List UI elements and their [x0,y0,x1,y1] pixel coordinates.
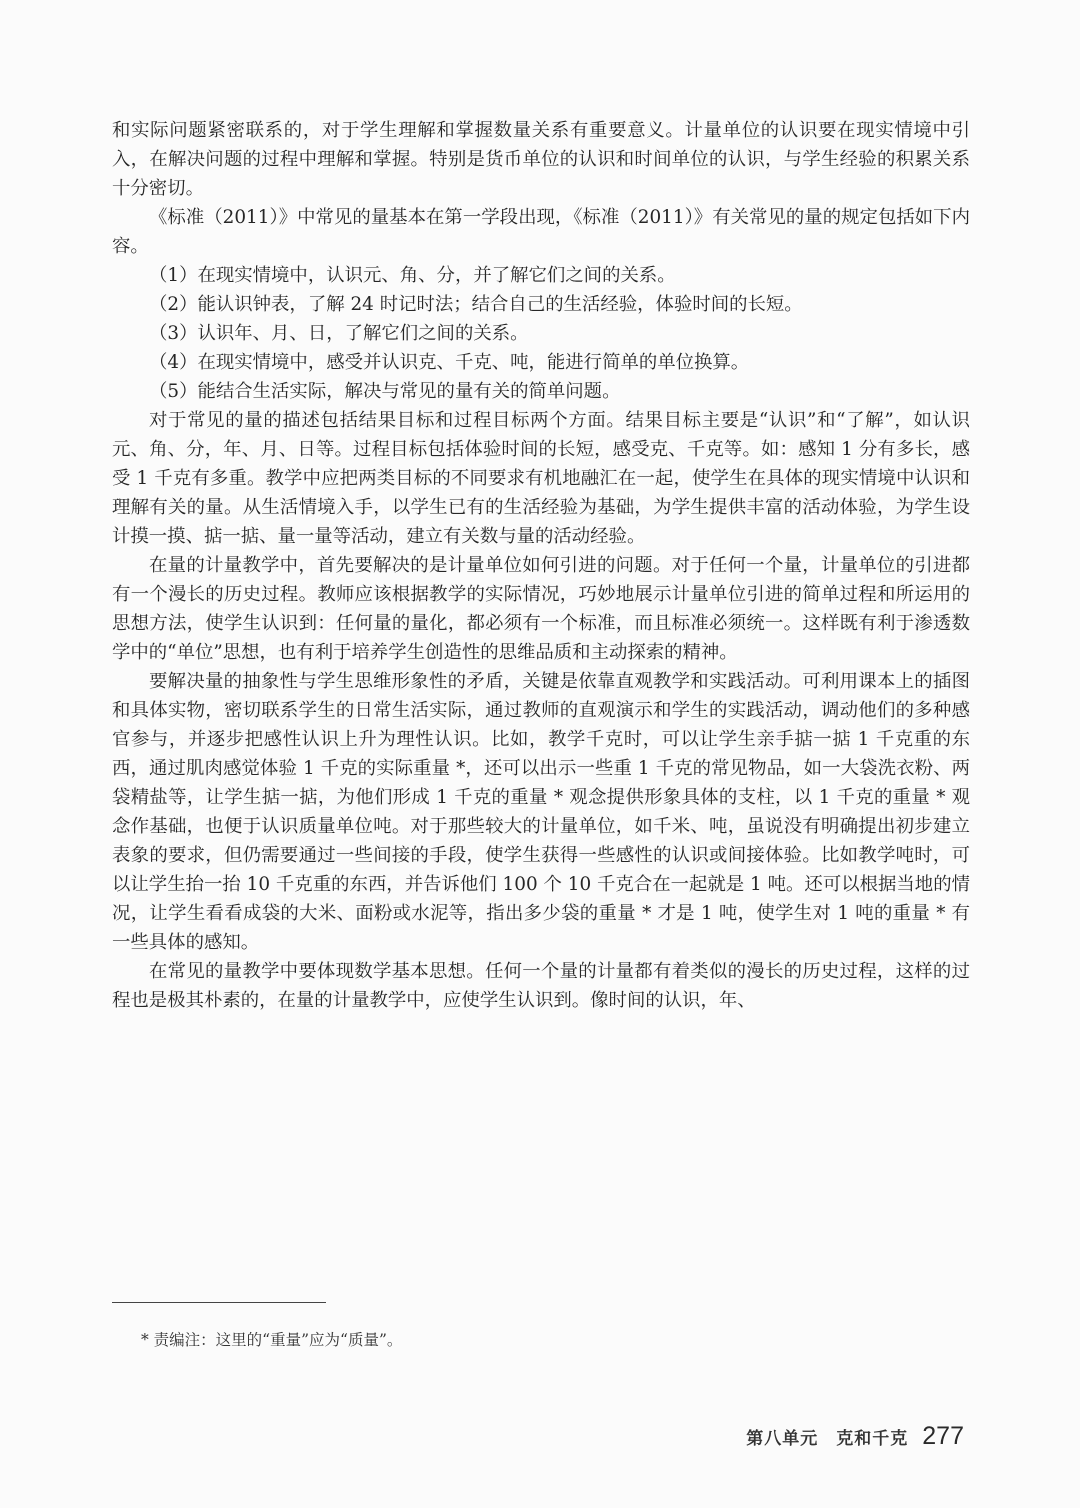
page-number: 277 [922,1422,964,1450]
list-item-5: （5）能结合生活实际，解决与常见的量有关的简单问题。 [149,381,621,402]
list-item-2: （2）能认识钟表，了解 24 时记时法；结合自己的生活经验，体验时间的长短。 [149,294,803,315]
page-footer [746,1422,964,1451]
paragraph-goals: 对于常见的量的描述包括结果目标和过程目标两个方面。结果目标主要是“认识”和“了解”，如认识元、角、分，年、月、日等。过程目标包括体验时间的长短，感受克、千克等。如：感知 1 分有多长，感受 1 千克有多重。教学中应把两类目标的不同要求有机地融汇在一起，使学生在具体的现实情境中认识和理解有关的量。从生活情境入手，以学生已有的生活经验为基础，为学生提供丰富的活动体验，为学生设计摸一摸、掂一掂、量一量等活动，建立有关数与量的活动经验。 [112,410,970,547]
footnote: * 责编注：这里的“重量”应为“质量”。 [141,1331,403,1349]
paragraph-standard-intro: 《标准（2011）》中常见的量基本在第一学段出现，《标准（2011）》有关常见的量的规定包括如下内容。 [112,207,970,257]
paragraph-basic-ideas: 在常见的量教学中要体现数学基本思想。任何一个量的计量都有着类似的漫长的历史过程，这样的过程也是极其朴素的，在量的计量教学中，应使学生认识到。像时间的认识，年、 [112,961,970,1011]
list-item-4: （4）在现实情境中，感受并认识克、千克、吨，能进行简单的单位换算。 [149,352,750,373]
paragraph-unit-introduction: 在量的计量教学中，首先要解决的是计量单位如何引进的问题。对于任何一个量，计量单位的引进都有一个漫长的历史过程。教师应该根据教学的实际情况，巧妙地展示计量单位引进的简单过程和所运用的思想方法，使学生认识到：任何量的量化，都必须有一个标准，而且标准必须统一。这样既有利于渗透数学中的“单位”思想，也有利于培养学生创造性的思维品质和主动探索的精神。 [112,555,970,663]
paragraph-intuitive-teaching: 要解决量的抽象性与学生思维形象性的矛盾，关键是依靠直观教学和实践活动。可利用课本上的插图和具体实物，密切联系学生的日常生活实际，通过教师的直观演示和学生的实践活动，调动他们的多种感官参与，并逐步把感性认识上升为理性认识。比如，教学千克时，可以让学生亲手掂一掂 1 千克重的东西，通过肌肉感觉体验 1 千克的实际重量 *，还可以出示一些重 1 千克的常见物品，如一大袋洗衣粉、两袋精盐等，让学生掂一掂，为他们形成 1 千克的重量 * 观念提供形象具体的支柱，以 1 千克的重量 * 观念作基础，也便于认识质量单位吨。对于那些较大的计量单位，如千米、吨，虽说没有明确提出初步建立表象的要求，但仍需要通过一些间接的手段，使学生获得一些感性的认识或间接体验。比如教学吨时，可以让学生抬一抬 10 千克重的东西，并告诉他们 100 个 10 千克合在一起就是 1 吨。还可以根据当地的情况，让学生看看成袋的大米、面粉或水泥等，指出多少袋的重量 * 才是 1 吨，使学生对 1 吨的重量 * 有一些具体的感知。 [112,671,970,953]
list-item-1: （1）在现实情境中，认识元、角、分，并了解它们之间的关系。 [149,265,676,286]
footer-unit-title: 第八单元 克和千克 [746,1429,909,1449]
list-item-3: （3）认识年、月、日，了解它们之间的关系。 [149,323,529,344]
footnote-divider [112,1302,326,1303]
body-text [112,116,970,1015]
paragraph-continuation: 和实际问题紧密联系的，对于学生理解和掌握数量关系有重要意义。计量单位的认识要在现实情境中引入，在解决问题的过程中理解和掌握。特别是货币单位的认识和时间单位的认识，与学生经验的积累关系十分密切。 [112,120,970,199]
